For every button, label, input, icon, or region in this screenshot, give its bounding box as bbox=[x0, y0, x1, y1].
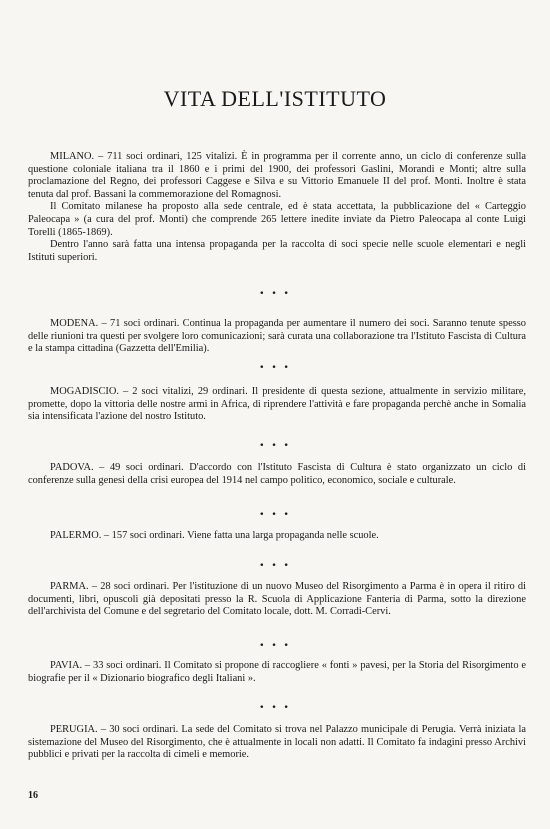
section-modena bbox=[28, 318, 526, 356]
section-separator: • • • bbox=[259, 561, 291, 571]
section-separator: • • • bbox=[259, 441, 291, 451]
palermo-paragraph: PALERMO. – 157 soci ordinari. Viene fatta una larga propaganda nelle scuole. bbox=[50, 530, 379, 541]
page-title: VITA DELL'ISTITUTO bbox=[163, 86, 387, 111]
section-parma bbox=[28, 581, 526, 619]
section-separator: • • • bbox=[259, 703, 291, 713]
milano-paragraph-3: Dentro l'anno sarà fatta una intensa propaganda per la raccolta di soci specie nelle scuole elementari e negli Istituti superiori. bbox=[28, 239, 526, 263]
modena-paragraph: MODENA. – 71 soci ordinari. Continua la propaganda per aumentare il numero dei soci. Saranno tenute spesso delle riunioni tra questi per svolgere loro comunicazioni; sarà curata una collaborazione tra l'Istituto Fascista di Cultura e la stampa cittadina (Gazzetta dell'Emilia). bbox=[28, 318, 526, 355]
section-separator: • • • bbox=[259, 363, 291, 373]
section-separator: • • • bbox=[259, 289, 291, 299]
section-mogadiscio bbox=[28, 386, 526, 424]
section-separator: • • • bbox=[259, 641, 291, 651]
perugia-paragraph: PERUGIA. – 30 soci ordinari. La sede del Comitato si trova nel Palazzo municipale di Perugia. Verrà iniziata la sistemazione del Museo del Risorgimento, che è attualmente in locali non adatti. Il Comitato fa indagini presso Archivi pubblici e privati per la raccolta di cimeli e memorie. bbox=[28, 724, 526, 761]
section-separator: • • • bbox=[259, 510, 291, 520]
pavia-paragraph: PAVIA. – 33 soci ordinari. Il Comitato si propone di raccogliere « fonti » pavesi, per la Storia del Risorgimento e biografie per il « Dizionario biografico degli Italiani ». bbox=[28, 660, 526, 684]
milano-paragraph-2: Il Comitato milanese ha proposto alla sede centrale, ed è stata accettata, la pubblicazione del « Carteggio Paleocapa » (a cura del prof. Monti) che comprende 265 lettere inedite inviate da Pietro Paleocapa al conte Luigi Torelli (1865-1869). bbox=[28, 201, 526, 238]
section-padova bbox=[28, 462, 526, 487]
padova-paragraph: PADOVA. – 49 soci ordinari. D'accordo con l'Istituto Fascista di Cultura è stato organizzato un ciclo di conferenze sulla genesi della crisi europea del 1914 nel campo politico, economico, sociale e culturale. bbox=[28, 462, 526, 486]
section-perugia bbox=[28, 724, 526, 762]
page-number: 16 bbox=[28, 790, 38, 801]
section-pavia bbox=[28, 660, 526, 685]
parma-paragraph: PARMA. – 28 soci ordinari. Per l'istituzione di un nuovo Museo del Risorgimento a Parma è in opera il ritiro di documenti, libri, opuscoli già depositati presso la R. Scuola di Applicazione Fanteria di Parma, sotto la direzione dell'archivista del Comune e del segretario del Comitato locale, dott. M. Corradi-Cervi. bbox=[28, 581, 526, 618]
section-milano bbox=[28, 151, 526, 264]
milano-paragraph-1: MILANO. – 711 soci ordinari, 125 vitalizi. È in programma per il corrente anno, un ciclo di conferenze sulla questione coloniale italiana tra il 1860 e i primi del 1900, dei professori Gaslini, Morandi e Monti; altre sulla proclamazione del Regno, dei professori Caggese e Silva e su Vittorio Emanuele II del prof. Monti. Inoltre è stata tenuta dal prof. Bassani la commemorazione del Romagnosi. bbox=[28, 151, 526, 200]
mogadiscio-paragraph: MOGADISCIO. – 2 soci vitalizi, 29 ordinari. Il presidente di questa sezione, attualmente in servizio militare, promette, dopo la vittoria delle nostre armi in Africa, di riprendere l'attività e fare propaganda perchè anche in Somalia sia intensificata l'azione del nostro Istituto. bbox=[28, 386, 526, 423]
section-palermo bbox=[28, 530, 526, 543]
